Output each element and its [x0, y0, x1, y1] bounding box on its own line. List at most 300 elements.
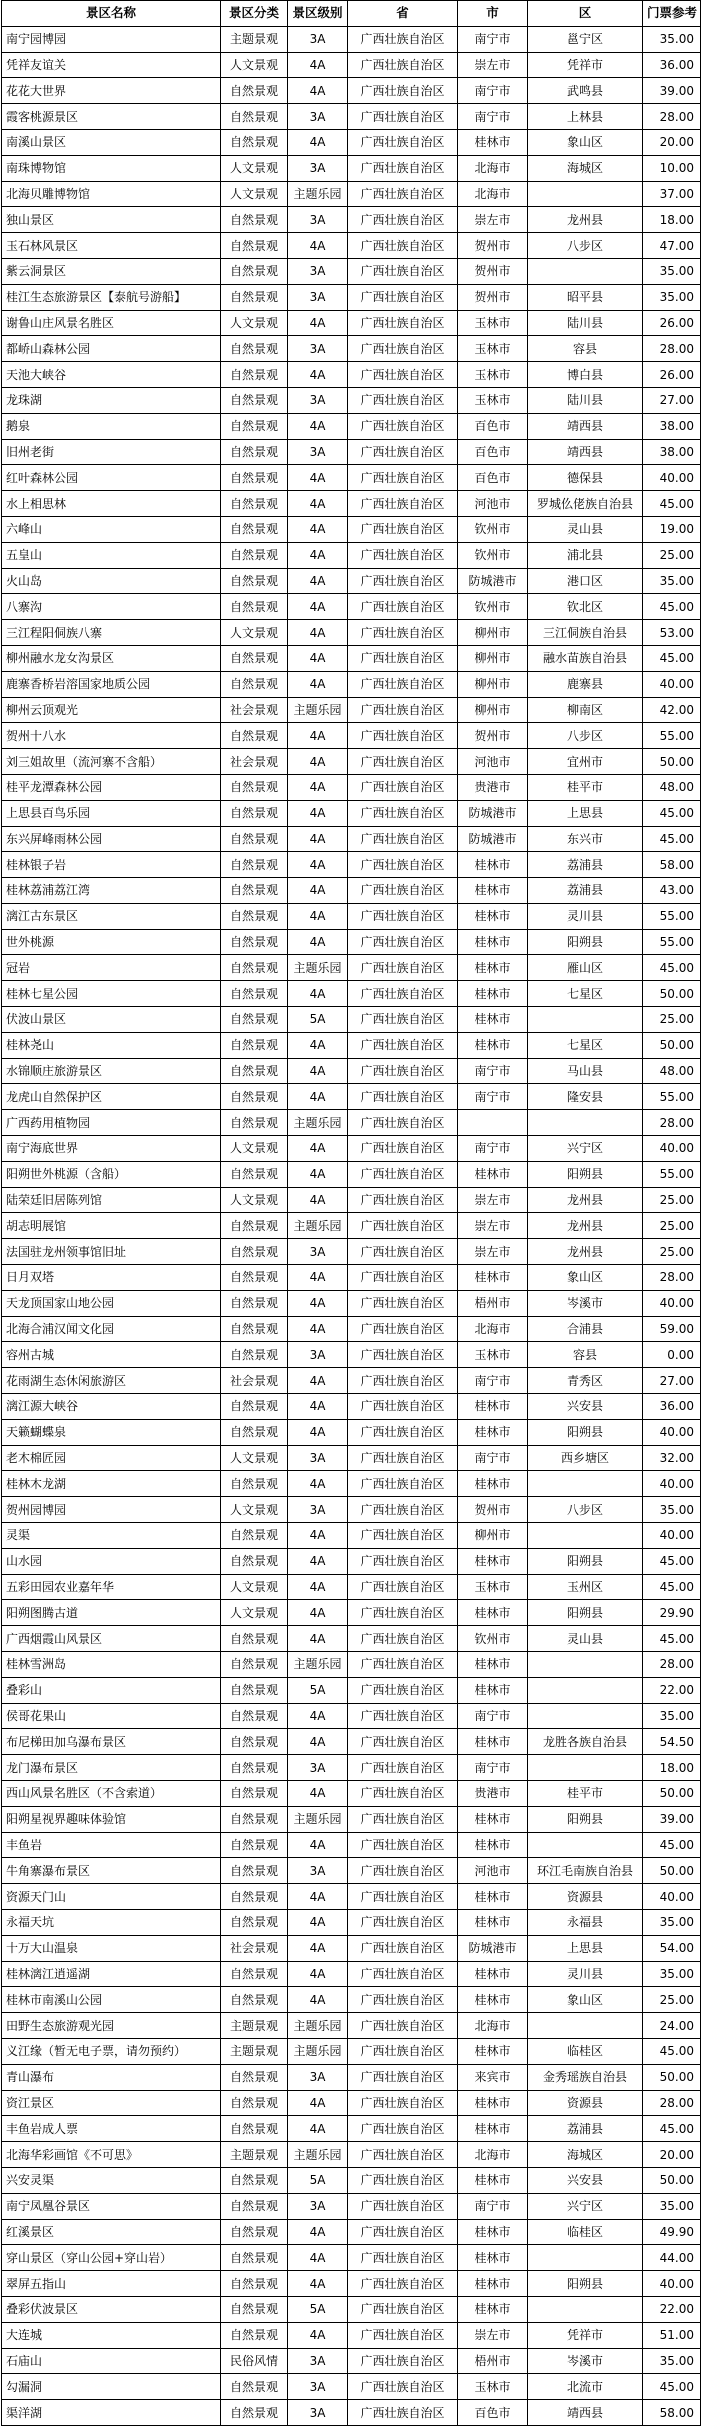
- cell-scenic-name: 日月双塔: [2, 1265, 221, 1291]
- cell-category: 自然景观: [221, 1394, 288, 1420]
- cell-city: 贺州市: [458, 233, 528, 259]
- cell-category: 自然景观: [221, 1213, 288, 1239]
- cell-province: 广西壮族自治区: [348, 2167, 458, 2193]
- cell-scenic-name: 伏波山景区: [2, 1007, 221, 1033]
- cell-district: 永福县: [528, 1909, 643, 1935]
- cell-province: 广西壮族自治区: [348, 878, 458, 904]
- cell-ticket-price: 45.00: [643, 594, 701, 620]
- cell-ticket-price: 58.00: [643, 852, 701, 878]
- cell-city: 桂林市: [458, 2219, 528, 2245]
- cell-category: 人文景观: [221, 1574, 288, 1600]
- table-row: [2, 1780, 701, 1806]
- cell-category: 自然景观: [221, 1806, 288, 1832]
- cell-scenic-name: 容州古城: [2, 1342, 221, 1368]
- cell-category: 自然景观: [221, 852, 288, 878]
- cell-category: 自然景观: [221, 542, 288, 568]
- cell-ticket-price: 38.00: [643, 439, 701, 465]
- cell-city: 崇左市: [458, 2322, 528, 2348]
- cell-scenic-name: 贺州园博园: [2, 1497, 221, 1523]
- cell-scenic-name: 东兴屏峰雨林公园: [2, 826, 221, 852]
- table-row: [2, 2038, 701, 2064]
- cell-level: 4A: [288, 2322, 348, 2348]
- cell-scenic-name: 丰鱼岩成人票: [2, 2116, 221, 2142]
- cell-category: 自然景观: [221, 2374, 288, 2400]
- cell-scenic-name: 广西烟霞山风景区: [2, 1626, 221, 1652]
- cell-province: 广西壮族自治区: [348, 1600, 458, 1626]
- cell-category: 自然景观: [221, 1987, 288, 2013]
- cell-category: 自然景观: [221, 258, 288, 284]
- cell-scenic-name: 天龙顶国家山地公园: [2, 1290, 221, 1316]
- cell-scenic-name: 谢鲁山庄风景名胜区: [2, 310, 221, 336]
- cell-level: 4A: [288, 1058, 348, 1084]
- cell-district: 青秀区: [528, 1368, 643, 1394]
- cell-city: 桂林市: [458, 2296, 528, 2322]
- cell-category: 自然景观: [221, 2271, 288, 2297]
- table-row: [2, 1574, 701, 1600]
- cell-scenic-name: 独山景区: [2, 207, 221, 233]
- table-row: [2, 1832, 701, 1858]
- cell-level: 3A: [288, 2193, 348, 2219]
- table-row: [2, 387, 701, 413]
- cell-district: 阳朔县: [528, 1161, 643, 1187]
- cell-district: [528, 1652, 643, 1678]
- cell-category: 社会景观: [221, 697, 288, 723]
- cell-city: 河池市: [458, 749, 528, 775]
- cell-level: 4A: [288, 362, 348, 388]
- cell-ticket-price: 54.50: [643, 1729, 701, 1755]
- cell-province: 广西壮族自治区: [348, 929, 458, 955]
- cell-scenic-name: 大连城: [2, 2322, 221, 2348]
- cell-province: 广西壮族自治区: [348, 1780, 458, 1806]
- cell-district: [528, 181, 643, 207]
- cell-province: 广西壮族自治区: [348, 1884, 458, 1910]
- cell-category: 自然景观: [221, 1626, 288, 1652]
- cell-category: 自然景观: [221, 387, 288, 413]
- cell-ticket-price: 45.00: [643, 2374, 701, 2400]
- cell-ticket-price: 48.00: [643, 1058, 701, 1084]
- cell-district: 海城区: [528, 2142, 643, 2168]
- header-city: 市: [458, 1, 528, 27]
- cell-scenic-name: 老木棉匠园: [2, 1445, 221, 1471]
- cell-scenic-name: 三江程阳侗族八寨: [2, 620, 221, 646]
- table-row: [2, 1007, 701, 1033]
- cell-scenic-name: 天籁蝴蝶泉: [2, 1419, 221, 1445]
- table-row: [2, 1729, 701, 1755]
- cell-scenic-name: 桂林银子岩: [2, 852, 221, 878]
- cell-ticket-price: 35.00: [643, 2348, 701, 2374]
- cell-level: 4A: [288, 1368, 348, 1394]
- table-row: [2, 568, 701, 594]
- cell-city: 防城港市: [458, 800, 528, 826]
- cell-ticket-price: 28.00: [643, 104, 701, 130]
- cell-level: 3A: [288, 1858, 348, 1884]
- cell-category: 自然景观: [221, 336, 288, 362]
- table-row: [2, 1394, 701, 1420]
- cell-province: 广西壮族自治区: [348, 620, 458, 646]
- cell-ticket-price: 55.00: [643, 1084, 701, 1110]
- cell-district: 柳南区: [528, 697, 643, 723]
- cell-level: 4A: [288, 671, 348, 697]
- cell-district: 浦北县: [528, 542, 643, 568]
- cell-level: 4A: [288, 465, 348, 491]
- table-row: [2, 1935, 701, 1961]
- cell-level: 4A: [288, 774, 348, 800]
- cell-district: 东兴市: [528, 826, 643, 852]
- cell-city: 玉林市: [458, 310, 528, 336]
- cell-district: 上林县: [528, 104, 643, 130]
- table-row: [2, 2142, 701, 2168]
- cell-city: 南宁市: [458, 1445, 528, 1471]
- cell-ticket-price: 45.00: [643, 1832, 701, 1858]
- cell-ticket-price: 50.00: [643, 1858, 701, 1884]
- cell-district: 陆川县: [528, 310, 643, 336]
- cell-province: 广西壮族自治区: [348, 516, 458, 542]
- cell-level: 主题乐园: [288, 2013, 348, 2039]
- cell-city: 桂林市: [458, 1265, 528, 1291]
- cell-city: 桂林市: [458, 1652, 528, 1678]
- cell-category: 人文景观: [221, 1445, 288, 1471]
- cell-scenic-name: 阳朔图腾古道: [2, 1600, 221, 1626]
- table-row: [2, 1265, 701, 1291]
- cell-district: 博白县: [528, 362, 643, 388]
- table-row: [2, 1136, 701, 1162]
- cell-scenic-name: 都峤山森林公园: [2, 336, 221, 362]
- cell-level: 4A: [288, 1187, 348, 1213]
- cell-scenic-name: 紫云洞景区: [2, 258, 221, 284]
- cell-ticket-price: 20.00: [643, 129, 701, 155]
- cell-scenic-name: 六峰山: [2, 516, 221, 542]
- cell-category: 自然景观: [221, 2296, 288, 2322]
- cell-district: 龙州县: [528, 1239, 643, 1265]
- cell-province: 广西壮族自治区: [348, 1161, 458, 1187]
- cell-district: 三江侗族自治县: [528, 620, 643, 646]
- cell-district: 桂平市: [528, 774, 643, 800]
- cell-level: 3A: [288, 387, 348, 413]
- cell-level: 4A: [288, 1084, 348, 1110]
- cell-province: 广西壮族自治区: [348, 697, 458, 723]
- cell-city: 桂林市: [458, 2090, 528, 2116]
- cell-ticket-price: 0.00: [643, 1342, 701, 1368]
- cell-ticket-price: 50.00: [643, 981, 701, 1007]
- cell-city: 百色市: [458, 2400, 528, 2426]
- cell-city: 百色市: [458, 413, 528, 439]
- cell-district: [528, 2245, 643, 2271]
- cell-district: 德保县: [528, 465, 643, 491]
- table-row: [2, 26, 701, 52]
- cell-district: 容县: [528, 1342, 643, 1368]
- cell-scenic-name: 漓江源大峡谷: [2, 1394, 221, 1420]
- cell-province: 广西壮族自治区: [348, 1445, 458, 1471]
- table-row: [2, 1652, 701, 1678]
- cell-province: 广西壮族自治区: [348, 2116, 458, 2142]
- table-row: [2, 723, 701, 749]
- table-row: [2, 903, 701, 929]
- cell-district: 资源县: [528, 1884, 643, 1910]
- cell-district: 龙州县: [528, 1213, 643, 1239]
- table-row: [2, 955, 701, 981]
- cell-scenic-name: 北海合浦汉闻文化园: [2, 1316, 221, 1342]
- table-row: [2, 413, 701, 439]
- cell-level: 3A: [288, 2064, 348, 2090]
- cell-district: 兴安县: [528, 1394, 643, 1420]
- cell-category: 人文景观: [221, 52, 288, 78]
- cell-scenic-name: 龙门瀑布景区: [2, 1755, 221, 1781]
- cell-city: 桂林市: [458, 2271, 528, 2297]
- cell-city: [458, 1110, 528, 1136]
- table-row: [2, 697, 701, 723]
- cell-scenic-name: 漓江古东景区: [2, 903, 221, 929]
- cell-province: 广西壮族自治区: [348, 749, 458, 775]
- table-row: [2, 1961, 701, 1987]
- cell-province: 广西壮族自治区: [348, 310, 458, 336]
- cell-scenic-name: 翠屏五指山: [2, 2271, 221, 2297]
- cell-city: 玉林市: [458, 362, 528, 388]
- cell-city: 南宁市: [458, 78, 528, 104]
- cell-scenic-name: 资源天门山: [2, 1884, 221, 1910]
- cell-category: 社会景观: [221, 749, 288, 775]
- cell-category: 人文景观: [221, 1497, 288, 1523]
- cell-scenic-name: 勾漏洞: [2, 2374, 221, 2400]
- cell-category: 自然景观: [221, 1316, 288, 1342]
- cell-province: 广西壮族自治区: [348, 645, 458, 671]
- cell-level: 4A: [288, 491, 348, 517]
- cell-level: 4A: [288, 1548, 348, 1574]
- cell-scenic-name: 世外桃源: [2, 929, 221, 955]
- table-row: [2, 2064, 701, 2090]
- cell-ticket-price: 45.00: [643, 955, 701, 981]
- cell-scenic-name: 北海贝雕博物馆: [2, 181, 221, 207]
- cell-scenic-name: 北海华彩画馆《不可思》: [2, 2142, 221, 2168]
- cell-province: 广西壮族自治区: [348, 387, 458, 413]
- cell-district: 凭祥市: [528, 2322, 643, 2348]
- cell-city: 桂林市: [458, 903, 528, 929]
- cell-level: 主题乐园: [288, 2142, 348, 2168]
- cell-category: 自然景观: [221, 2219, 288, 2245]
- cell-district: [528, 1832, 643, 1858]
- cell-province: 广西壮族自治区: [348, 542, 458, 568]
- cell-district: 灵山县: [528, 1626, 643, 1652]
- cell-province: 广西壮族自治区: [348, 104, 458, 130]
- table-row: [2, 1213, 701, 1239]
- cell-category: 自然景观: [221, 2193, 288, 2219]
- cell-scenic-name: 桂林木龙湖: [2, 1471, 221, 1497]
- cell-city: 桂林市: [458, 1548, 528, 1574]
- cell-city: 南宁市: [458, 1136, 528, 1162]
- cell-category: 自然景观: [221, 645, 288, 671]
- cell-district: 荔浦县: [528, 852, 643, 878]
- cell-district: 八步区: [528, 723, 643, 749]
- cell-level: 4A: [288, 2245, 348, 2271]
- cell-province: 广西壮族自治区: [348, 1187, 458, 1213]
- cell-level: 4A: [288, 1987, 348, 2013]
- cell-district: 西乡塘区: [528, 1445, 643, 1471]
- cell-district: [528, 1703, 643, 1729]
- cell-scenic-name: 桂林雪洲岛: [2, 1652, 221, 1678]
- cell-province: 广西壮族自治区: [348, 2064, 458, 2090]
- cell-scenic-name: 山水园: [2, 1548, 221, 1574]
- cell-ticket-price: 55.00: [643, 723, 701, 749]
- cell-category: 自然景观: [221, 465, 288, 491]
- cell-category: 自然景观: [221, 1909, 288, 1935]
- cell-city: 贺州市: [458, 258, 528, 284]
- cell-level: 4A: [288, 1729, 348, 1755]
- cell-province: 广西壮族自治区: [348, 1471, 458, 1497]
- cell-ticket-price: 40.00: [643, 1290, 701, 1316]
- cell-city: 桂林市: [458, 2116, 528, 2142]
- cell-category: 社会景观: [221, 1368, 288, 1394]
- table-row: [2, 1290, 701, 1316]
- cell-category: 自然景观: [221, 1084, 288, 1110]
- cell-scenic-name: 南宁凤凰谷景区: [2, 2193, 221, 2219]
- table-row: [2, 1806, 701, 1832]
- cell-city: 桂林市: [458, 1806, 528, 1832]
- cell-ticket-price: 35.00: [643, 1703, 701, 1729]
- table-row: [2, 78, 701, 104]
- cell-level: 4A: [288, 2271, 348, 2297]
- cell-city: 贵港市: [458, 774, 528, 800]
- cell-category: 自然景观: [221, 207, 288, 233]
- cell-category: 自然景观: [221, 413, 288, 439]
- cell-district: [528, 1471, 643, 1497]
- cell-scenic-name: 霞客桃源景区: [2, 104, 221, 130]
- cell-district: 阳朔县: [528, 2271, 643, 2297]
- table-row: [2, 2374, 701, 2400]
- cell-district: 八步区: [528, 233, 643, 259]
- cell-city: 南宁市: [458, 104, 528, 130]
- cell-ticket-price: 43.00: [643, 878, 701, 904]
- table-body: [2, 26, 701, 2425]
- cell-ticket-price: 45.00: [643, 800, 701, 826]
- cell-province: 广西壮族自治区: [348, 26, 458, 52]
- cell-ticket-price: 35.00: [643, 2193, 701, 2219]
- cell-province: 广西壮族自治区: [348, 2374, 458, 2400]
- table-row: [2, 258, 701, 284]
- cell-scenic-name: 花花大世界: [2, 78, 221, 104]
- table-row: [2, 284, 701, 310]
- cell-scenic-name: 红叶森林公园: [2, 465, 221, 491]
- cell-city: 河池市: [458, 491, 528, 517]
- cell-level: 4A: [288, 2116, 348, 2142]
- cell-category: 自然景观: [221, 1290, 288, 1316]
- cell-level: 4A: [288, 1780, 348, 1806]
- cell-city: 南宁市: [458, 1755, 528, 1781]
- cell-scenic-name: 南珠博物馆: [2, 155, 221, 181]
- cell-ticket-price: 42.00: [643, 697, 701, 723]
- table-row: [2, 2167, 701, 2193]
- cell-ticket-price: 35.00: [643, 1961, 701, 1987]
- cell-province: 广西壮族自治区: [348, 1032, 458, 1058]
- cell-level: 4A: [288, 852, 348, 878]
- cell-city: 崇左市: [458, 1213, 528, 1239]
- cell-ticket-price: 27.00: [643, 1368, 701, 1394]
- table-row: [2, 129, 701, 155]
- cell-district: 邕宁区: [528, 26, 643, 52]
- cell-district: 容县: [528, 336, 643, 362]
- cell-district: 象山区: [528, 1265, 643, 1291]
- cell-district: 兴安县: [528, 2167, 643, 2193]
- cell-district: 隆安县: [528, 1084, 643, 1110]
- table-row: [2, 1316, 701, 1342]
- cell-district: 靖西县: [528, 2400, 643, 2426]
- cell-ticket-price: 40.00: [643, 1884, 701, 1910]
- table-row: [2, 52, 701, 78]
- cell-district: 雁山区: [528, 955, 643, 981]
- cell-ticket-price: 35.00: [643, 258, 701, 284]
- cell-province: 广西壮族自治区: [348, 207, 458, 233]
- cell-ticket-price: 53.00: [643, 620, 701, 646]
- cell-scenic-name: 布尼梯田加乌瀑布景区: [2, 1729, 221, 1755]
- cell-level: 3A: [288, 26, 348, 52]
- cell-level: 主题乐园: [288, 1110, 348, 1136]
- cell-province: 广西壮族自治区: [348, 800, 458, 826]
- cell-district: 象山区: [528, 1987, 643, 2013]
- cell-category: 自然景观: [221, 1703, 288, 1729]
- table-row: [2, 1445, 701, 1471]
- cell-city: 桂林市: [458, 129, 528, 155]
- cell-city: 崇左市: [458, 207, 528, 233]
- cell-scenic-name: 凭祥友谊关: [2, 52, 221, 78]
- cell-scenic-name: 南宁海底世界: [2, 1136, 221, 1162]
- cell-level: 主题乐园: [288, 181, 348, 207]
- cell-ticket-price: 25.00: [643, 1213, 701, 1239]
- cell-district: 灵川县: [528, 903, 643, 929]
- cell-city: 北海市: [458, 155, 528, 181]
- cell-province: 广西壮族自治区: [348, 1523, 458, 1549]
- table-row: [2, 929, 701, 955]
- cell-level: 4A: [288, 310, 348, 336]
- cell-district: 资源县: [528, 2090, 643, 2116]
- cell-ticket-price: 45.00: [643, 1574, 701, 1600]
- table-row: [2, 1419, 701, 1445]
- cell-province: 广西壮族自治区: [348, 723, 458, 749]
- cell-category: 自然景观: [221, 1342, 288, 1368]
- cell-ticket-price: 25.00: [643, 542, 701, 568]
- cell-category: 自然景观: [221, 1471, 288, 1497]
- cell-level: 5A: [288, 2167, 348, 2193]
- cell-scenic-name: 穿山景区（穿山公园+穿山岩）: [2, 2245, 221, 2271]
- cell-ticket-price: 50.00: [643, 1032, 701, 1058]
- cell-city: 钦州市: [458, 594, 528, 620]
- cell-scenic-name: 叠彩伏波景区: [2, 2296, 221, 2322]
- cell-category: 自然景观: [221, 594, 288, 620]
- cell-province: 广西壮族自治区: [348, 1626, 458, 1652]
- cell-category: 自然景观: [221, 1161, 288, 1187]
- cell-province: 广西壮族自治区: [348, 1239, 458, 1265]
- table-row: [2, 1523, 701, 1549]
- cell-level: 4A: [288, 1935, 348, 1961]
- cell-province: 广西壮族自治区: [348, 1935, 458, 1961]
- cell-district: 阳朔县: [528, 929, 643, 955]
- table-row: [2, 155, 701, 181]
- table-row: [2, 336, 701, 362]
- cell-city: 河池市: [458, 1858, 528, 1884]
- table-row: [2, 1755, 701, 1781]
- cell-ticket-price: 45.00: [643, 826, 701, 852]
- cell-category: 人文景观: [221, 1600, 288, 1626]
- cell-category: 主题景观: [221, 2013, 288, 2039]
- cell-level: 4A: [288, 878, 348, 904]
- cell-city: 贺州市: [458, 284, 528, 310]
- cell-scenic-name: 侯哥花果山: [2, 1703, 221, 1729]
- cell-province: 广西壮族自治区: [348, 2245, 458, 2271]
- cell-level: 3A: [288, 1239, 348, 1265]
- cell-category: 人文景观: [221, 155, 288, 181]
- cell-city: 北海市: [458, 1316, 528, 1342]
- cell-province: 广西壮族自治区: [348, 1084, 458, 1110]
- cell-ticket-price: 49.90: [643, 2219, 701, 2245]
- cell-ticket-price: 48.00: [643, 774, 701, 800]
- table-row: [2, 2090, 701, 2116]
